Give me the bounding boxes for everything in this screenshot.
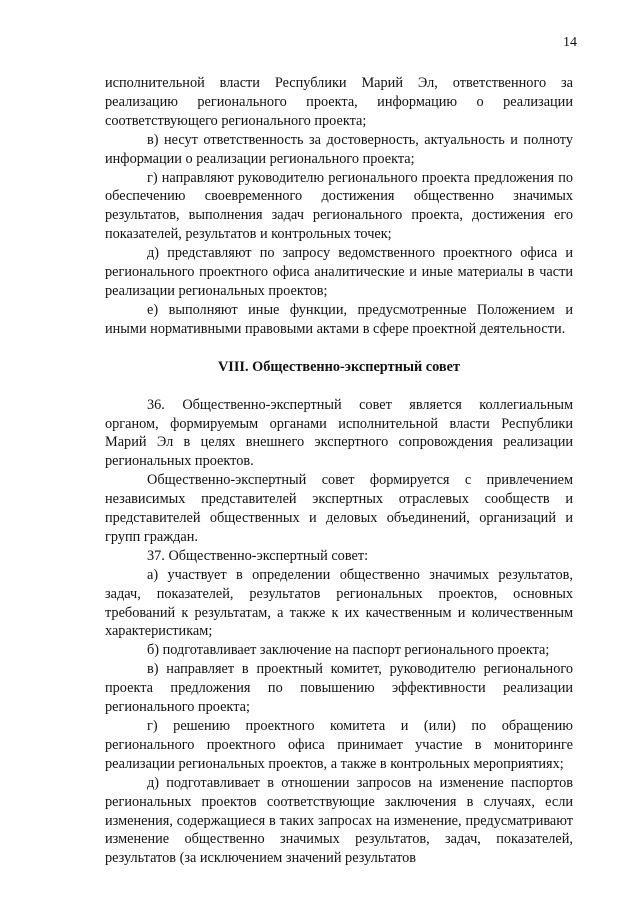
paragraph: б) подготавливает заключение на паспорт регионального проекта; (147, 642, 550, 659)
paragraph: в) направляет в проектный комитет, руководителю регионального проекта предложения по повышению эффективности реализации регионального проекта; (105, 661, 573, 716)
paragraph: г) направляют руководителю регионального проекта предложения по обеспечению своевременного достижения общественно значимых результатов, выполнения задач регионального проекта, достижения его показателей, результатов и контрольных точек; (105, 169, 573, 243)
paragraph: 36. Общественно-экспертный совет является коллегиальным органом, формируемым органами исполнительной власти Республики Марий Эл в целях внешнего экспертного сопровождения реализации региональных проектов. (105, 396, 573, 470)
section-heading: VIII. Общественно-экспертный совет (217, 358, 461, 375)
paragraph: 37. Общественно-экспертный совет: (147, 547, 369, 564)
paragraph: е) выполняют иные функции, предусмотренные Положением и иными нормативными правовыми актами в сфере проектной деятельности. (105, 301, 573, 337)
paragraph: г) решению проектного комитета и (или) по обращению регионального проектного офиса принимает участие в мониторинге реализации региональных проектов, а также в контрольных мероприятиях; (105, 718, 573, 772)
paragraph: Общественно-экспертный совет формируется с привлечением независимых представителей экспертных отраслевых сообществ и представителей общественных и деловых объединений, организаций и групп граждан. (105, 472, 573, 545)
paragraph: в) несут ответственность за достоверность, актуальность и полноту информации о реализации регионального проекта; (105, 131, 573, 167)
paragraph: а) участвует в определении общественно значимых результатов, задач, показателей, результатов региональных проектов, основных требований к результатам, а также к их качественным и количественным характеристикам; (105, 566, 573, 640)
page-number: 14 (563, 35, 577, 50)
paragraph: д) подготавливает в отношении запросов на изменение паспортов региональных проектов соответствующие заключения в случаях, если изменения, содержащиеся в таких запросах на изменение, предусматривают изменение общественно значимых результатов, задач, показателей, результатов (за исключением значений результатов (105, 774, 573, 867)
document-body (105, 74, 573, 868)
paragraph: исполнительной власти Республики Марий Эл, ответственного за реализацию регионального проекта, информацию о реализации соответствующего регионального проекта; (105, 75, 573, 129)
paragraph: д) представляют по запросу ведомственного проектного офиса и регионального проектного офиса аналитические и иные материалы в части реализации региональных проектов; (105, 245, 573, 299)
